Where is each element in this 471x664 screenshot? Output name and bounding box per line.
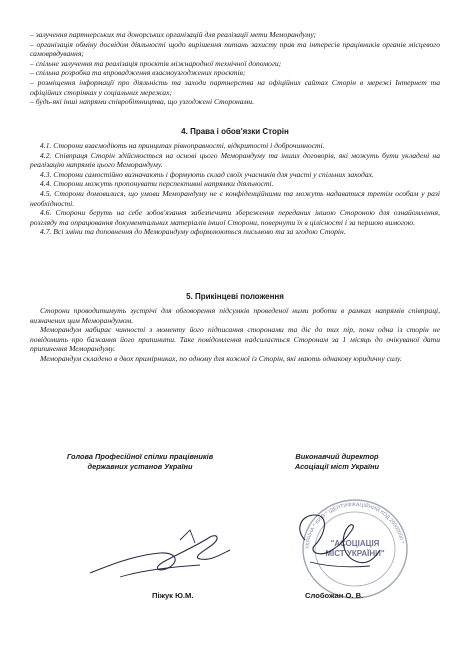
left-title-line1: Голова Професійної спілки працівників <box>66 452 214 461</box>
paragraph: Сторони проводитимуть зустрічі для обговорення підсумків проведеної ними роботи в рамках напрямів співпраці, визначених цим Меморандумом. <box>30 306 440 325</box>
section-5-heading: 5. Прикінцеві положення <box>186 292 284 301</box>
paragraph: 4.4. Сторони можуть пропонувати перспективні напрямки діяльності. <box>40 179 274 189</box>
stamp-text-line2: МІСТ УКРАЇНИ" <box>325 549 385 558</box>
list-item: – розміщення інформації про діяльність та заходи партнерства на офіційних сайтах Сторін в мережі Інтернет та офіційних сторінках у соціальних мережах; <box>30 77 440 97</box>
right-title-line2: Асоціації міст України <box>294 462 380 471</box>
section-5-body <box>30 306 440 364</box>
paragraph: 4.6. Сторони беруть на себе зобов'язання забезпечити збереження переданих іншою Стороною для ознайомлення, розгляду та опрацювання документальних матеріалів іншої Сторони, повернути їх в цілісності і за першою вимогою. <box>30 208 440 227</box>
list-item: – залучення партнерських та донорських організацій для реалізації мети Меморандуму; <box>30 30 317 39</box>
left-title-line2: державних установ України <box>87 462 193 471</box>
list-item: – спільна розробка та впровадження взаємоузгоджених проєктів; <box>30 68 246 78</box>
left-signatory-title <box>40 452 240 472</box>
right-handwritten-signature <box>280 500 390 580</box>
list-item: – спільне залучення та реалізація проєктів міжнародної технічної допомоги; <box>30 58 282 68</box>
paragraph: 4.3. Сторони самостійно визначають і формують склад своїх учасників для участі у спільних заходах. <box>40 169 374 179</box>
right-title-line1: Виконавчий директор <box>295 452 379 461</box>
list-item: – будь-які інші напрями співробітництва, що узгоджені Сторонами. <box>30 97 255 107</box>
paragraph: Меморандум складено в двох примірниках, по одному для кожної із Сторін, які мають однакову юридичну силу. <box>40 353 402 363</box>
stamp-text-line1: "АСОЦІАЦІЯ <box>330 539 380 548</box>
paragraph: 4.7. Всі зміни та доповнення до Меморандуму оформлюються письмово та за згодою Сторін. <box>40 227 346 237</box>
stamp-ring-text: УКРАЇНА * КИЇВ * ІДЕНТИФІКАЦІЙНИЙ КОД 20000000 * <box>304 501 405 550</box>
left-handwritten-signature <box>80 515 240 595</box>
paragraph: 4.1. Сторони взаємодіють на принципах рівноправності, відкритості і доброчинності. <box>40 141 325 150</box>
section-4-body <box>30 141 440 237</box>
right-signatory-name: Слобожан О. В. <box>305 591 364 600</box>
paragraph: 4.2. Співпраця Сторін здійснюється на основі цього Меморандуму та інших договорів, які можуть бути укладені на реалізацію напрямів цього Меморандуму. <box>30 150 440 170</box>
section-4-heading: 4. Права і обов'язки Сторін <box>181 127 289 136</box>
left-signatory-name: Піжук Ю.М. <box>152 591 194 600</box>
paragraph: Меморандум набирає чинності з моменту його підписання сторонами та діє до тих пір, поки одна із сторін не повідомить про бажання його припинити. Таке повідомлення надсилається Сторонам за 1 місяць до очікуваної дати припинення Меморандуму. <box>30 325 440 354</box>
list-item: – організація обміну досвідом діяльності щодо вирішення питань захисту прав та інтересів працівників органів місцевого самоврядування; <box>30 39 440 59</box>
right-signatory-title <box>262 452 412 472</box>
paragraph: 4.5. Сторони домовилися, що умови Меморандуму не є конфіденційними та можуть надаватися третім особам у разі необхідності. <box>30 188 440 208</box>
intro-list <box>30 30 440 107</box>
